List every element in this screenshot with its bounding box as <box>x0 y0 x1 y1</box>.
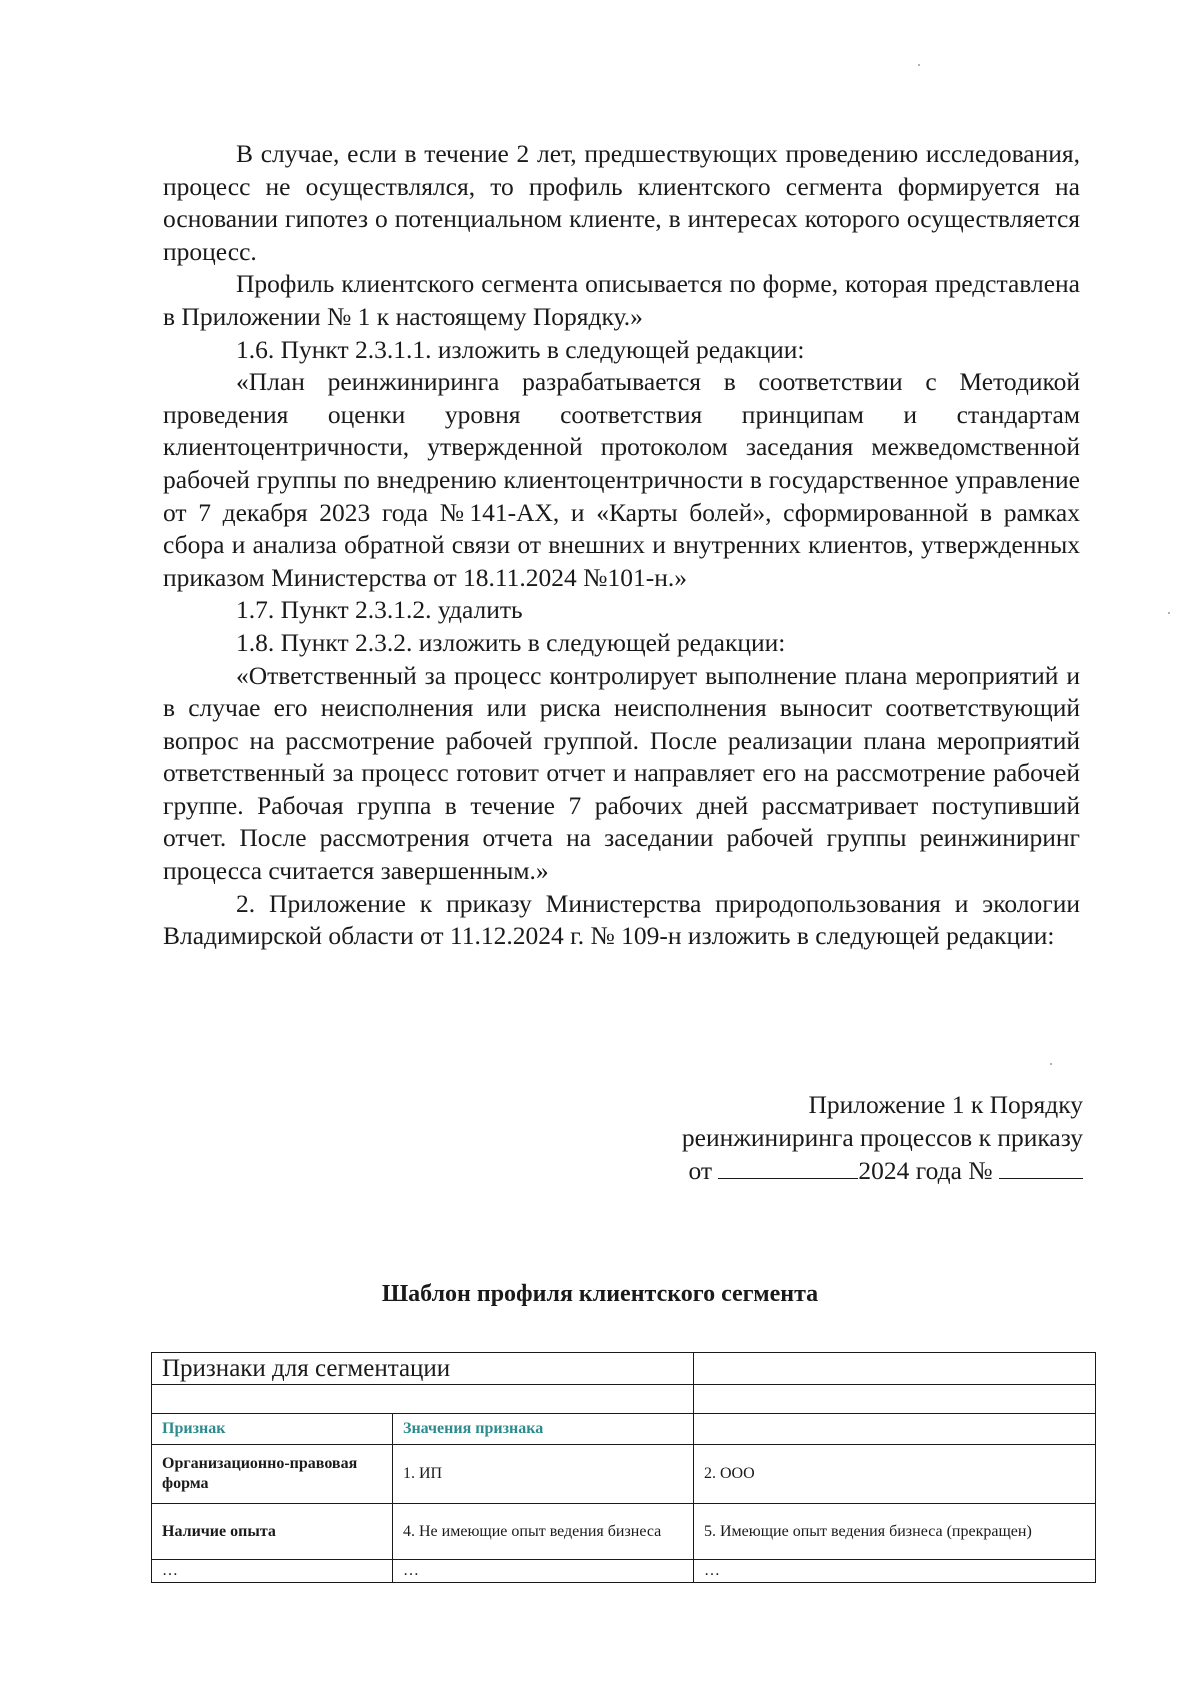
column-header-values: Значения признака <box>393 1414 694 1445</box>
number-blank-line <box>999 1154 1083 1179</box>
item-1-6: 1.6. Пункт 2.3.1.1. изложить в следующей редакции: <box>236 334 805 364</box>
feature-label: Организационно-правовая форма <box>152 1445 393 1504</box>
feature-value: 5. Имеющие опыт ведения бизнеса (прекращен) <box>694 1504 1096 1560</box>
table-cell <box>694 1353 1096 1385</box>
feature-value: 2. ООО <box>694 1445 1096 1504</box>
scan-speck <box>1168 612 1170 614</box>
appendix-year-number: 2024 года № <box>858 1156 993 1185</box>
appendix-line-1: Приложение 1 к Порядку <box>808 1090 1083 1119</box>
table-cell <box>694 1385 1096 1414</box>
table-cell <box>152 1385 694 1414</box>
table-row <box>152 1560 1096 1583</box>
column-header-feature: Признак <box>152 1414 393 1445</box>
ellipsis-cell: … <box>152 1560 393 1583</box>
table-cell <box>694 1414 1096 1445</box>
scan-speck <box>918 64 920 66</box>
appendix-date-prefix: от <box>688 1156 713 1185</box>
appendix-reference <box>603 1088 1083 1187</box>
paragraph-responsible-person: «Ответственный за процесс контролирует выполнение плана мероприятий и в случае его неисполнения или риска неисполнения выносит соответствующий вопрос на рассмотрение рабочей группой. После реализации плана мероприятий ответственный за процесс готовит отчет и направляет его на рассмотрение рабочей группе. Рабочая группа в течение 7 рабочих дней рассматривает поступивший отчет. После рассмотрения отчета на заседании рабочей группы реинжиниринг процесса считается завершенным.» <box>163 660 1080 886</box>
template-title: Шаблон профиля клиентского сегмента <box>381 1281 819 1307</box>
table-heading-row <box>152 1353 1096 1385</box>
feature-value: 4. Не имеющие опыт ведения бизнеса <box>393 1504 694 1560</box>
table-empty-row <box>152 1385 1096 1414</box>
feature-label: Наличие опыта <box>152 1504 393 1560</box>
item-2-appendix: 2. Приложение к приказу Министерства природопользования и экологии Владимирской области от 11.12.2024 г. № 109-н изложить в следующей редакции: <box>163 888 1080 951</box>
segmentation-heading: Признаки для сегментации <box>152 1353 694 1385</box>
table-column-header-row <box>152 1414 1096 1445</box>
document-body <box>163 138 1080 953</box>
appendix-line-2: реинжиниринга процессов к приказу <box>681 1123 1083 1152</box>
ellipsis-cell: … <box>393 1560 694 1583</box>
paragraph-previous-clients: В случае, если в течение 2 лет, предшествующих проведению исследования, процесс не осуществлялся, то профиль клиентского сегмента формируется на основании гипотез о потенциальном клиенте, в интересах которого осуществляется процесс. <box>163 139 1080 266</box>
paragraph-profile-form: Профиль клиентского сегмента описывается по форме, которая представлена в Приложении № 1 к настоящему Порядку.» <box>163 269 1080 331</box>
feature-value: 1. ИП <box>393 1445 694 1504</box>
table-row <box>152 1445 1096 1504</box>
scan-speck <box>1050 1063 1052 1065</box>
date-blank-line <box>718 1154 858 1179</box>
appendix-line-3 <box>603 1154 1083 1187</box>
item-1-8: 1.8. Пункт 2.3.2. изложить в следующей редакции: <box>236 627 786 657</box>
segment-profile-table <box>151 1352 1096 1583</box>
table-row <box>152 1504 1096 1560</box>
paragraph-reengineering-plan: «План реинжиниринга разрабатывается в соответствии с Методикой проведения оценки уровня соответствия принципам и стандартам клиентоцентричности, утвержденной протоколом заседания межведомственной рабочей группы по внедрению клиентоцентричности в государственное управление от 7 декабря 2023 года №141-АХ, и «Карты болей», сформированной в рамках сбора и анализа обратной связи от внешних и внутренних клиентов, утвержденных приказом Министерства от 18.11.2024 №101-н.» <box>163 367 1080 592</box>
item-1-7: 1.7. Пункт 2.3.1.2. удалить <box>236 595 523 625</box>
ellipsis-cell: … <box>694 1560 1096 1583</box>
